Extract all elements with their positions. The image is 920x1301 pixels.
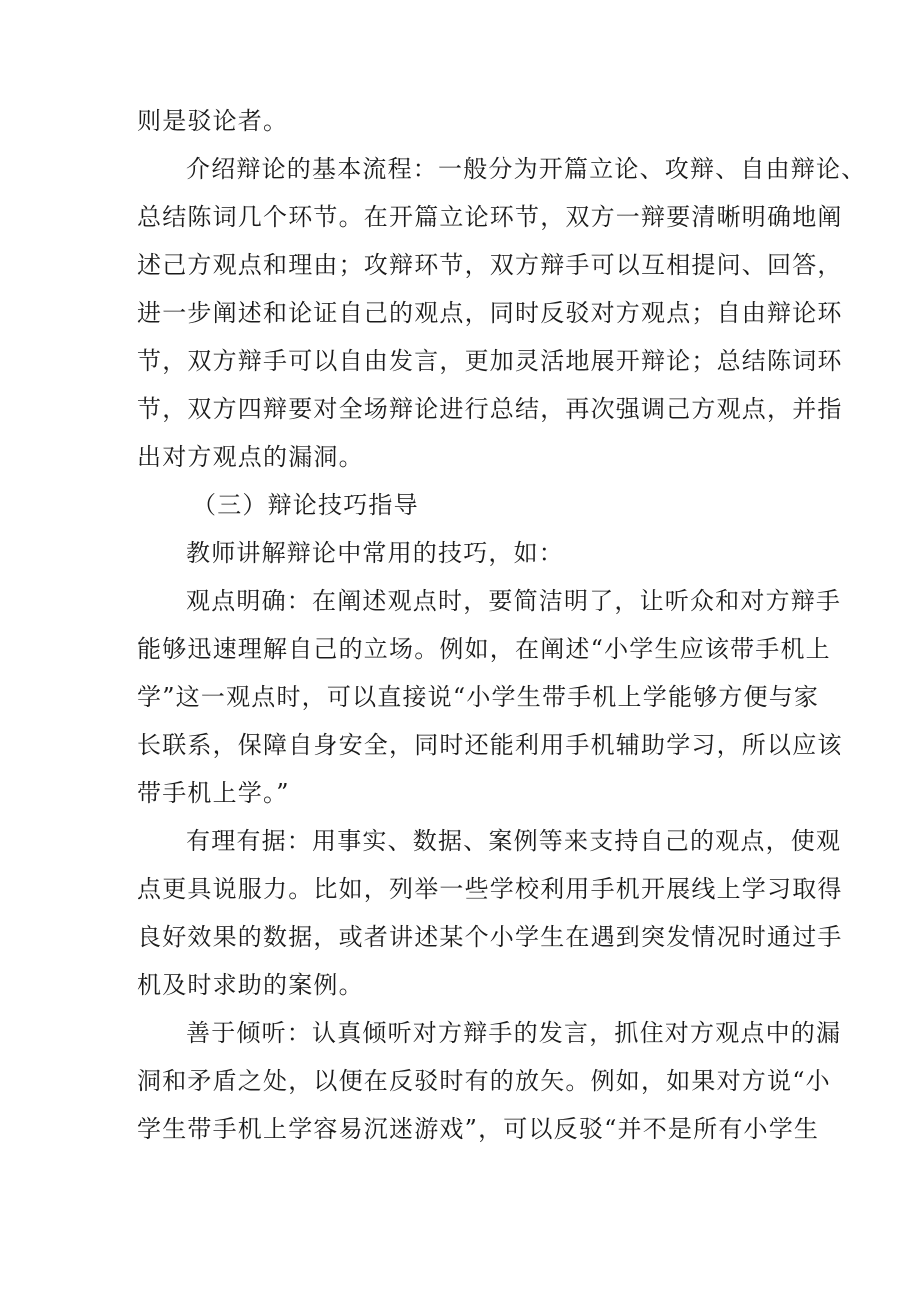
text-line: 进一步阐述和论证自己的观点，同时反驳对方观点；自由辩论环 <box>137 299 843 327</box>
text-line: 总结陈词几个环节。在开篇立论环节，双方一辩要清晰明确地阐 <box>137 203 843 231</box>
text-line: 出对方观点的漏洞。 <box>137 443 364 471</box>
text-line: 教师讲解辩论中常用的技巧，如： <box>186 539 564 567</box>
text-line: 介绍辩论的基本流程：一般分为开篇立论、攻辩、自由辩论、 <box>186 155 867 183</box>
text-line: 良好效果的数据，或者讲述某个小学生在遇到突发情况时通过手 <box>137 923 843 951</box>
text-line: 节，双方四辩要对全场辩论进行总结，再次强调己方观点，并指 <box>137 395 843 423</box>
text-line: 机及时求助的案例。 <box>137 971 364 999</box>
text-line: 有理有据：用事实、数据、案例等来支持自己的观点，使观 <box>186 827 842 855</box>
text-line: 洞和矛盾之处，以便在反驳时有的放矢。例如，如果对方说“小 <box>137 1067 831 1095</box>
section-heading: （三）辩论技巧指导 <box>192 491 419 519</box>
text-line: 学”这一观点时，可以直接说“小学生带手机上学能够方便与家 <box>137 683 820 711</box>
text-line: 带手机上学。” <box>137 779 290 807</box>
text-line: 则是驳论者。 <box>137 107 289 135</box>
text-line: 能够迅速理解自己的立场。例如，在阐述“小学生应该带手机上 <box>137 635 831 663</box>
text-line: 善于倾听：认真倾听对方辩手的发言，抓住对方观点中的漏 <box>186 1019 842 1047</box>
text-line: 述己方观点和理由；攻辩环节，双方辩手可以互相提问、回答， <box>137 251 843 279</box>
text-line: 点更具说服力。比如，列举一些学校利用手机开展线上学习取得 <box>137 875 843 903</box>
text-line: 长联系，保障自身安全，同时还能利用手机辅助学习，所以应该 <box>137 731 843 759</box>
text-line: 节，双方辩手可以自由发言，更加灵活地展开辩论；总结陈词环 <box>137 347 843 375</box>
text-line: 观点明确：在阐述观点时，要简洁明了，让听众和对方辩手 <box>186 587 842 615</box>
text-line: 学生带手机上学容易沉迷游戏”，可以反驳“并不是所有小学生 <box>137 1115 820 1143</box>
